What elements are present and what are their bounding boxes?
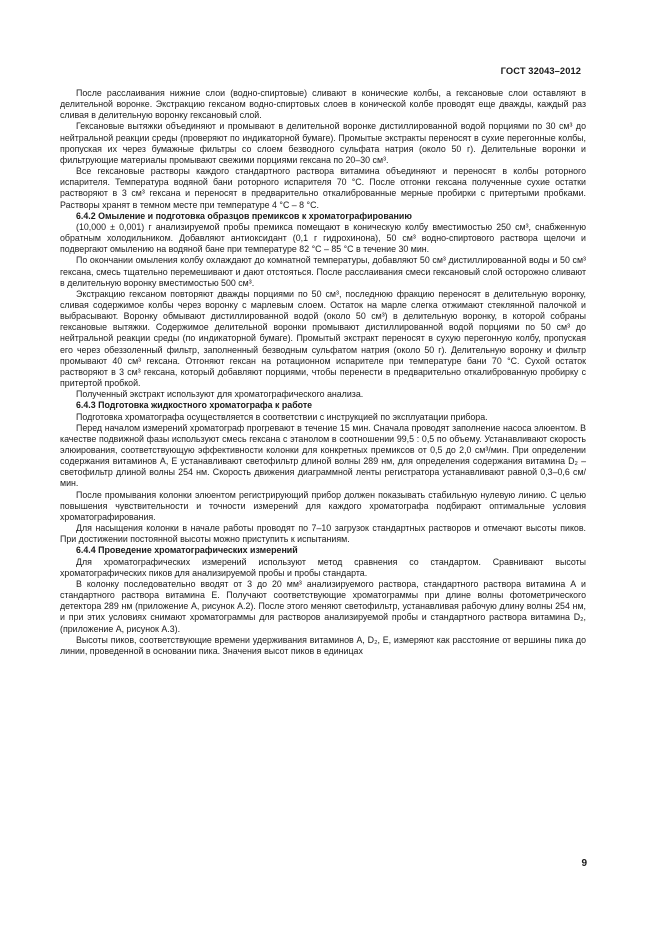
paragraph: После промывания колонки элюентом регистрирующий прибор должен показывать стабильную нулевую линию. С целью повышения чувствительности и точности измерений для каждого хроматографа подбирают оптимальные условия хроматографирования. <box>60 489 586 522</box>
paragraph: Экстракцию гексаном повторяют дважды порциями по 50 см³, последнюю фракцию переносят в делительную воронку, сливая содержимое колбы через воронку с марлевым слоем. Остаток на марле слегка отжимают стеклянной палочкой и выбрасывают. Воронку обмывают дистиллированной водой (около 50 см³) в делительную воронку, в которой собраны гексановые вытяжки. Содержимое делительной воронки промывают дистиллированной водой порциями по 50 см³ до нейтральной реакции среды (по индикаторной бумаге). Промытый экстракт переносят в сухую перегонную колбу, пропуская его через обеззоленный фильтр, заполненный безводным сульфатом натрия (около 50 г). Делительную воронку и фильтр промывают 40 см³ гексана. Отгоняют гексан на ротационном испарителе при температуре бани 70 °С. Сухой остаток растворяют в 3 см³ гексана, который добавляют порциями, чтобы перенести в предварительно откалиброванную пробирку с притертой пробкой. <box>60 288 586 389</box>
section-heading-6-4-3: 6.4.3 Подготовка жидкостного хроматографа к работе <box>76 400 313 411</box>
paragraph: Полученный экстракт используют для хроматографического анализа. <box>76 389 364 400</box>
paragraph: По окончании омыления колбу охлаждают до комнатной температуры, добавляют 50 см³ дистиллированной воды и 50 см³ гексана, смесь тщательно перемешивают и дают отстояться. После расслаивания смеси гексановый слой осторожно сливают в делительную воронку вместимостью 500 см³. <box>60 255 586 288</box>
paragraph: Перед началом измерений хроматограф прогревают в течение 15 мин. Сначала проводят заполнение насоса элюентом. В качестве подвижной фазы используют смесь гексана с этанолом в соотношении 99,5 : 0,5 по объему. Устанавливают скорость элюирования, соответствующую эффективности колонки для конкретных премиксов от 0,5 до 2,0 см³/мин. При определении содержания витаминов А, Е устанавливают светофильтр длиной волны 289 нм, для определения содержания витамина D₂ – светофильтр длиной волны 254 нм. Скорость движения диаграммной ленты регистратора устанавливают равной 0,3–0,6 см/мин. <box>60 422 586 489</box>
paragraph: После расслаивания нижние слои (водно-спиртовые) сливают в конические колбы, а гексановые слои оставляют в делительной воронке. Экстракцию гексаном водно-спиртовых слоев в конической колбе проводят еще дважды, каждый раз сливая в делительную воронку гексановый слой. <box>60 88 586 121</box>
paragraph: Для хроматографических измерений используют метод сравнения со стандартом. Сравнивают высоты хроматографических пиков для анализируемой пробы и пробы стандарта. <box>60 556 586 578</box>
document-body <box>60 88 586 657</box>
paragraph: Все гексановые растворы каждого стандартного раствора витамина объединяют и переносят в колбы роторного испарителя. Температура водяной бани роторного испарителя 70 °С. После отгонки гексана полученные сухие остатки растворяют в 3 см³ гексана и переносят в предварительно откалиброванные мерные пробирки с притертыми пробками. Растворы хранят в темном месте при температуре 4 °С – 8 °С. <box>60 166 586 210</box>
section-heading-6-4-2: 6.4.2 Омыление и подготовка образцов премиксов к хроматографированию <box>76 210 412 221</box>
paragraph: В колонку последовательно вводят от 3 до 20 мм³ анализируемого раствора, стандартного раствора витамина А и стандартного раствора витамина Е. Получают соответствующие хроматограммы при длине волны фотометрического детектора 289 нм (приложение А, рисунок А.2). После этого меняют светофильтр, устанавливая рабочую длину волны 254 нм, и при этих условиях снимают хроматограммы для растворов анализируемой пробы и стандартного раствора витамина D₂, (приложение А, рисунок А.3). <box>60 578 586 634</box>
paragraph: Высоты пиков, соответствующие времени удерживания витаминов А, D₂, Е, измеряют как расстояние от вершины пика до линии, проведенной в основании пика. Значения высот пиков в единицах <box>60 634 586 656</box>
paragraph: Подготовка хроматографа осуществляется в соответствии с инструкцией по эксплуатации прибора. <box>76 411 488 422</box>
document-code: ГОСТ 32043–2012 <box>500 66 581 76</box>
page-number: 9 <box>581 858 587 869</box>
section-heading-6-4-4: 6.4.4 Проведение хроматографических измерений <box>76 545 298 556</box>
paragraph: Для насыщения колонки в начале работы проводят по 7–10 загрузок стандартных растворов и отмечают высоты пиков. При достижении постоянной высоты можно приступить к испытаниям. <box>60 523 586 545</box>
paragraph: Гексановые вытяжки объединяют и промывают в делительной воронке дистиллированной водой порциями по 30 см³ до нейтральной реакции среды (проверяют по индикаторной бумаге). Промытые экстракты переносят в сухие перегонные колбы, пропуская их через бумажные фильтры со слоем безводного сульфата натрия (около 50 г). Делительные воронки и фильтрующие материалы промывают свежими порциями гексана по 20–30 см³. <box>60 121 586 165</box>
paragraph: (10,000 ± 0,001) г анализируемой пробы премикса помещают в коническую колбу вместимостью 250 см³, снабженную обратным холодильником. Добавляют антиоксидант (0,1 г гидрохинона), 50 см³ водно-спиртового раствора щелочи и подвергают омылению на водяной бане при температуре 82 °С – 85 °С в течение 30 мин. <box>60 221 586 255</box>
